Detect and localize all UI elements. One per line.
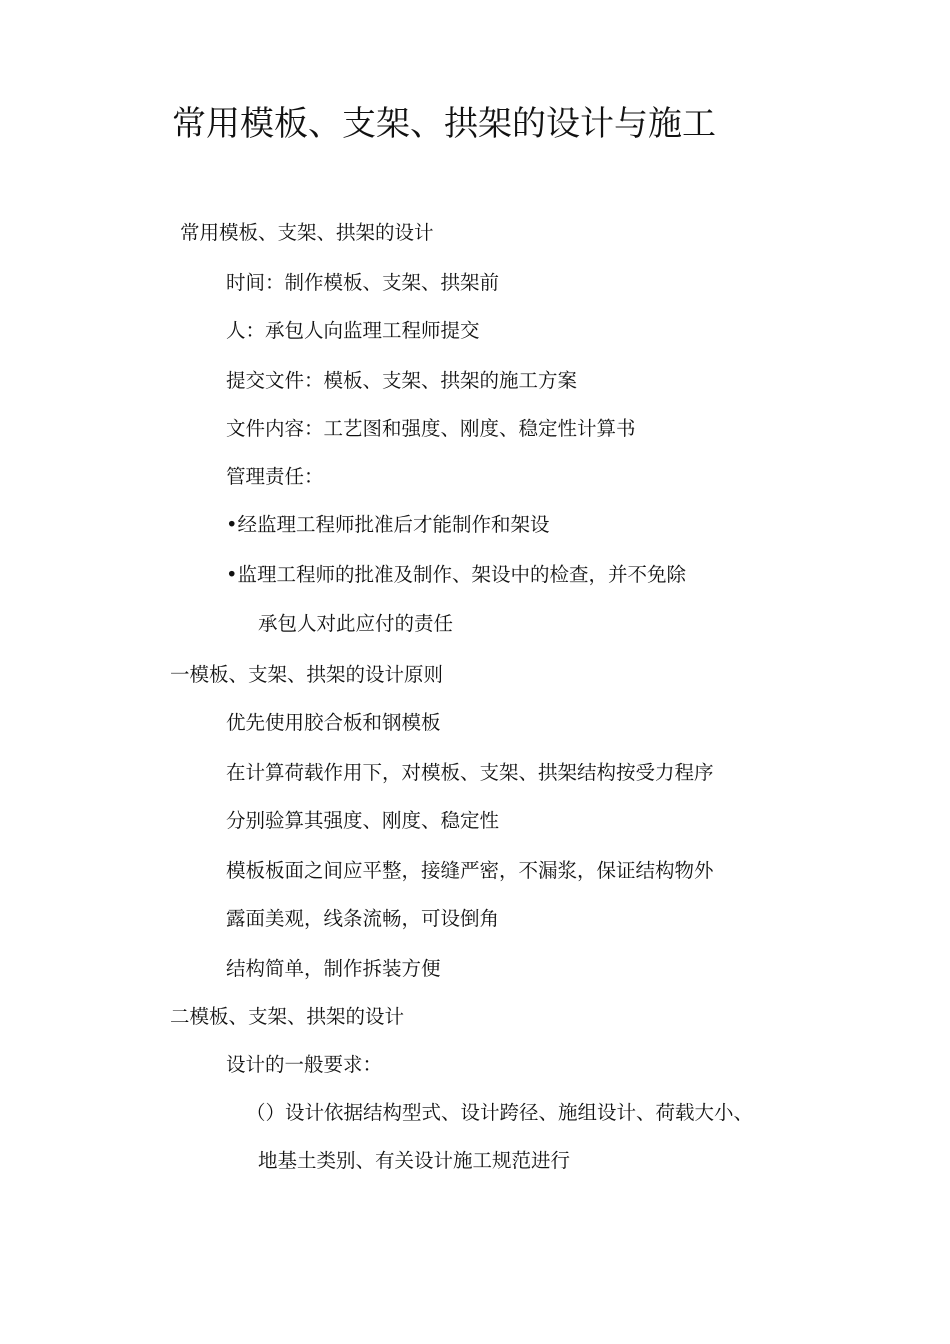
intro-line-time: 时间：制作模板、支架、拱架前 (226, 271, 500, 294)
intro-line-responsibility: 管理责任： (226, 465, 324, 488)
one-line-5: 露面美观，线条流畅，可设倒角 (226, 907, 500, 930)
one-line-4: 模板板面之间应平整，接缝严密，不漏浆，保证结构物外 (226, 859, 714, 882)
intro-bullet-approval: •经监理工程师批准后才能制作和架设 (226, 513, 550, 536)
one-line-3: 分别验算其强度、刚度、稳定性 (226, 809, 500, 832)
two-line-1: 设计的一般要求： (226, 1053, 383, 1076)
intro-line-content: 文件内容：工艺图和强度、刚度、稳定性计算书 (226, 417, 636, 440)
document-title: 常用模板、支架、拱架的设计与施工 (172, 104, 716, 144)
one-line-6: 结构简单，制作拆装方便 (226, 957, 441, 980)
intro-bullet-inspection-cont: 承包人对此应付的责任 (258, 612, 454, 635)
two-line-2: （）设计依据结构型式、设计跨径、施组设计、荷载大小、 (246, 1101, 754, 1124)
intro-bullet-inspection: •监理工程师的批准及制作、架设中的检查，并不免除 (226, 563, 687, 586)
intro-line-person: 人：承包人向监理工程师提交 (226, 319, 480, 342)
two-line-3: 地基土类别、有关设计施工规范进行 (258, 1149, 571, 1172)
intro-line-submission: 提交文件：模板、支架、拱架的施工方案 (226, 369, 578, 392)
section-two-heading: 二模板、支架、拱架的设计 (170, 1005, 405, 1028)
section-intro-heading: 常用模板、支架、拱架的设计 (180, 221, 434, 244)
one-line-2: 在计算荷载作用下，对模板、支架、拱架结构按受力程序 (226, 761, 714, 784)
section-one-heading: 一模板、支架、拱架的设计原则 (170, 663, 444, 686)
one-line-1: 优先使用胶合板和钢模板 (226, 711, 441, 734)
